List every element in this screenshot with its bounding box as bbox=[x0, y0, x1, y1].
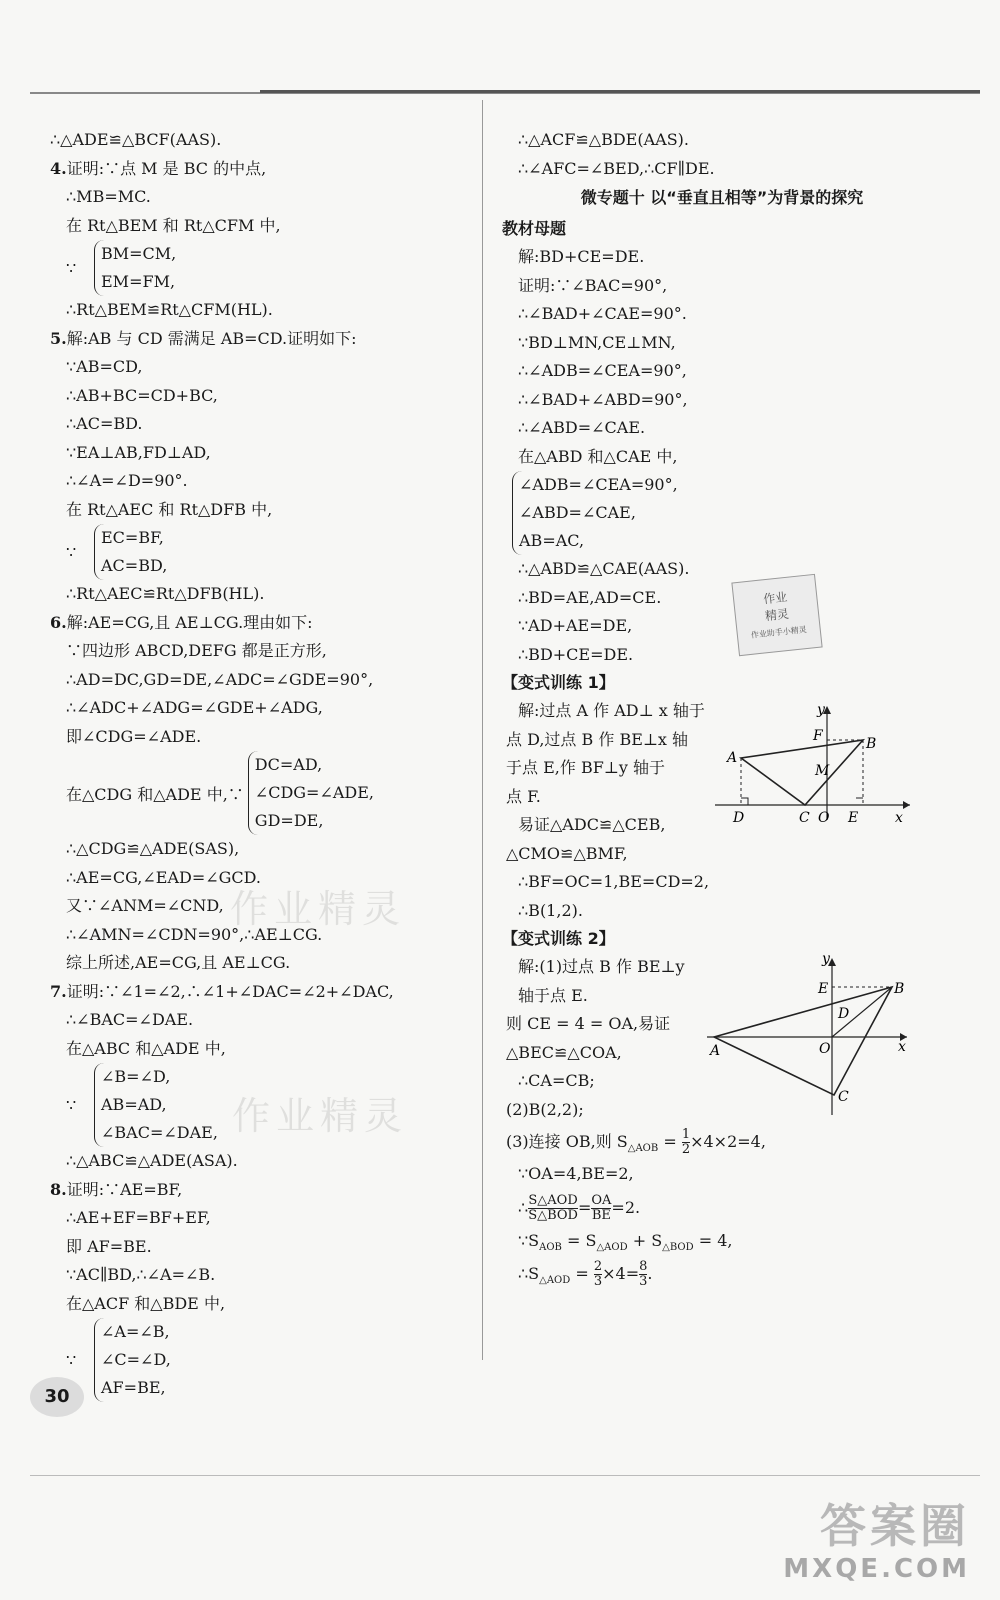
problem-number: 5. bbox=[50, 328, 67, 348]
label-E: E bbox=[848, 810, 859, 826]
text-line: ∵AC∥BD,∴∠A=∠B. bbox=[66, 1265, 216, 1284]
text: = 4, bbox=[693, 1230, 733, 1250]
watermark: 作业精灵 bbox=[230, 887, 407, 931]
text-line: 解:(1)过点 B 作 BE⊥y bbox=[518, 957, 685, 976]
watermark: 作业精灵 bbox=[232, 1094, 409, 1138]
formula-line bbox=[502, 1227, 942, 1256]
triangle-ABC bbox=[714, 987, 892, 1095]
text-line: 证明:∵∠1=∠2,∴∠1+∠DAC=∠2+∠DAC, bbox=[66, 981, 394, 1001]
text: ∴ bbox=[518, 1197, 529, 1217]
label-F: F bbox=[813, 728, 823, 744]
text-line: ∴AC=BD. bbox=[66, 414, 143, 433]
text-line: ∠CDG=∠ADE, bbox=[254, 783, 375, 802]
text-line: ∴△ABD≌△CAE(AAS). bbox=[518, 559, 690, 578]
text-line: ∴Rt△AEC≌Rt△DFB(HL). bbox=[66, 584, 265, 603]
numerator: 1 bbox=[681, 1127, 691, 1142]
text: = bbox=[577, 1197, 592, 1217]
text-line: ∠C=∠D, bbox=[101, 1350, 171, 1369]
fraction bbox=[591, 1194, 611, 1223]
site-logo bbox=[760, 1490, 970, 1590]
brace bbox=[94, 524, 470, 580]
denominator: S△BOD bbox=[528, 1207, 578, 1223]
text-line: 在△CDG 和△ADE 中,∵ bbox=[66, 784, 244, 804]
label-A: A bbox=[710, 1043, 721, 1059]
text-line: ∴AE=CG,∠EAD=∠GCD. bbox=[66, 867, 262, 887]
text-line: ∴CA=CB; bbox=[518, 1071, 595, 1090]
column-divider bbox=[482, 100, 483, 1360]
numerator: 8 bbox=[639, 1259, 648, 1274]
brace-system bbox=[502, 471, 942, 555]
brace bbox=[94, 240, 470, 296]
fraction bbox=[594, 1260, 602, 1289]
text-line: AB=AD, bbox=[101, 1095, 167, 1114]
text-line: 证明:∵点 M 是 BC 的中点, bbox=[66, 158, 267, 178]
text: . bbox=[647, 1264, 653, 1283]
text-line: 点 F. bbox=[506, 786, 541, 806]
text-line: 轴于点 E. bbox=[518, 985, 588, 1005]
subscript: △BOD bbox=[662, 1241, 694, 1253]
text-line: 解:AB 与 CD 需满足 AB=CD.证明如下: bbox=[66, 328, 357, 348]
fraction bbox=[528, 1194, 578, 1223]
because-symbol: ∵ bbox=[66, 542, 77, 562]
text-line: 解:BD+CE=DE. bbox=[518, 247, 645, 266]
brace bbox=[248, 751, 374, 835]
brace bbox=[512, 471, 942, 555]
text-line: ∴△ABC≌△ADE(ASA). bbox=[66, 1151, 238, 1170]
stamp-text: 作业助手小精灵 bbox=[750, 625, 808, 640]
label-D: D bbox=[838, 1006, 850, 1022]
text-line: ∴AE+EF=BF+EF, bbox=[66, 1208, 211, 1227]
stamp bbox=[731, 574, 822, 656]
text-line: ∵四边形 ABCD,DEFG 都是正方形, bbox=[66, 641, 327, 660]
brace-system bbox=[50, 1318, 470, 1402]
text-line: ∴△CDG≌△ADE(SAS), bbox=[66, 839, 240, 858]
text-line: ∴Rt△BEM≌Rt△CFM(HL). bbox=[66, 300, 273, 319]
subscript: △AOD bbox=[539, 1275, 571, 1287]
denominator: 3 bbox=[593, 1274, 603, 1289]
text-line: 证明:∵∠BAC=90°, bbox=[518, 275, 668, 295]
subsection-heading: 【变式训练 2】 bbox=[502, 929, 615, 948]
text-line: AF=BE, bbox=[101, 1378, 166, 1397]
text-line: (2)B(2,2); bbox=[506, 1099, 584, 1119]
numerator: S△AOD bbox=[528, 1192, 578, 1208]
figure-coordinate-1 bbox=[705, 700, 920, 830]
subscript: △AOB bbox=[627, 1143, 659, 1155]
formula-line bbox=[502, 1255, 942, 1293]
text-line: ∴MB=MC. bbox=[66, 187, 151, 206]
text-line: 在 Rt△BEM 和 Rt△CFM 中, bbox=[66, 215, 281, 235]
text-line: 则 CE = 4 = OA,易证 bbox=[506, 1014, 671, 1033]
text-line: ∵EA⊥AB,FD⊥AD, bbox=[66, 442, 211, 462]
text-line: △BEC≌△COA, bbox=[506, 1042, 622, 1062]
text-line: ∴B(1,2). bbox=[518, 900, 583, 920]
text: ∴S bbox=[518, 1264, 540, 1283]
right-angle-D bbox=[741, 798, 748, 805]
text: ×4×2=4, bbox=[690, 1132, 766, 1151]
text-line: ∴∠BAC=∠DAE. bbox=[66, 1010, 194, 1029]
logo-site: MXQE.COM bbox=[783, 1554, 970, 1584]
x-axis-arrow bbox=[903, 801, 910, 809]
text-line: 于点 E,作 BF⊥y 轴于 bbox=[506, 758, 665, 777]
label-B: B bbox=[866, 736, 877, 752]
triangle-ABC bbox=[741, 740, 863, 805]
text-line: BM=CM, bbox=[101, 244, 177, 263]
subsection-heading: 教材母题 bbox=[502, 219, 567, 238]
text: = S bbox=[561, 1230, 597, 1250]
text-line: 在△ABD 和△CAE 中, bbox=[518, 446, 678, 466]
text-line: ∵BD⊥MN,CE⊥MN, bbox=[518, 332, 676, 352]
text-line: ∴∠A=∠D=90°. bbox=[66, 471, 188, 490]
subscript: AOB bbox=[539, 1241, 562, 1253]
text-line: ∵AB=CD, bbox=[66, 357, 143, 376]
text-line: 解:AE=CG,且 AE⊥CG.理由如下: bbox=[66, 612, 313, 632]
formula-line bbox=[502, 1189, 942, 1227]
text-line: DC=AD, bbox=[254, 755, 323, 774]
text-line: ∵OA=4,BE=2, bbox=[518, 1164, 634, 1183]
section-title: 微专题十 以“垂直且相等”为背景的探究 bbox=[580, 188, 864, 207]
text-line: AB=AC, bbox=[519, 531, 585, 550]
text-line: ∴BF=OC=1,BE=CD=2, bbox=[518, 872, 710, 891]
label-B: B bbox=[894, 981, 905, 997]
text-line: ∴AD=DC,GD=DE,∠ADC=∠GDE=90°, bbox=[66, 669, 374, 689]
text-line: EM=FM, bbox=[101, 272, 176, 291]
text-line: ∠ABD=∠CAE, bbox=[519, 503, 636, 522]
text-line: 即 AF=BE. bbox=[66, 1236, 152, 1256]
text-line: 在△ABC 和△ADE 中, bbox=[66, 1038, 226, 1058]
bottom-rule bbox=[30, 1475, 980, 1476]
denominator: 2 bbox=[681, 1142, 691, 1157]
text-line: 在 Rt△AEC 和 Rt△DFB 中, bbox=[66, 499, 273, 519]
denominator: BE bbox=[591, 1207, 611, 1223]
because-symbol: ∵ bbox=[66, 1095, 77, 1115]
text-line: ∴∠AMN=∠CDN=90°,∴AE⊥CG. bbox=[66, 924, 323, 944]
because-symbol: ∵ bbox=[66, 1350, 77, 1370]
text: =2. bbox=[611, 1197, 641, 1217]
text-line: ∴∠ADB=∠CEA=90°, bbox=[518, 361, 687, 380]
text-line: 点 D,过点 B 作 BE⊥x 轴 bbox=[506, 729, 689, 749]
text-line: ∴△ADE≌△BCF(AAS). bbox=[50, 130, 222, 149]
left-column bbox=[50, 126, 470, 1402]
text-line: 即∠CDG=∠ADE. bbox=[66, 726, 202, 746]
subscript: △AOD bbox=[596, 1241, 628, 1253]
text: ×4= bbox=[602, 1264, 640, 1283]
problem-number: 6. bbox=[50, 612, 67, 632]
text-line: ∠B=∠D, bbox=[101, 1067, 171, 1086]
text-line: ∴∠AFC=∠BED,∴CF∥DE. bbox=[518, 158, 715, 178]
label-x: x bbox=[895, 810, 903, 826]
text-line: ∴∠ADC+∠ADG=∠GDE+∠ADG, bbox=[66, 698, 323, 717]
fraction bbox=[682, 1128, 690, 1157]
stamp-text: 作业 bbox=[762, 589, 788, 607]
text-line: ∵AD+AE=DE, bbox=[518, 616, 633, 635]
text-line: AC=BD, bbox=[101, 556, 168, 575]
problem-number: 8. bbox=[50, 1179, 67, 1199]
text-line: ∴∠ABD=∠CAE. bbox=[518, 418, 646, 437]
problem-number: 7. bbox=[50, 981, 67, 1001]
text-line: ∴AB+BC=CD+BC, bbox=[66, 385, 218, 405]
label-A: A bbox=[727, 750, 738, 766]
text-line: △CMO≌△BMF, bbox=[506, 843, 628, 863]
text-line: 综上所述,AE=CG,且 AE⊥CG. bbox=[66, 953, 291, 972]
subsection-heading: 【变式训练 1】 bbox=[502, 673, 615, 692]
because-symbol: ∵ bbox=[66, 258, 77, 278]
text-line: ∴△ACF≌△BDE(AAS). bbox=[518, 130, 689, 149]
logo-text: 答案圈 bbox=[820, 1499, 970, 1553]
numerator: 2 bbox=[593, 1259, 603, 1274]
text: ∵S bbox=[518, 1230, 540, 1250]
label-y: y bbox=[822, 955, 830, 967]
label-O: O bbox=[819, 1041, 831, 1057]
label-M: M bbox=[815, 763, 830, 779]
label-E: E bbox=[818, 981, 829, 997]
label-C: C bbox=[838, 1089, 849, 1105]
text-line: GD=DE, bbox=[254, 811, 324, 830]
label-O: O bbox=[818, 810, 830, 826]
text: = bbox=[658, 1132, 682, 1151]
text-line: ∠BAC=∠DAE, bbox=[101, 1123, 218, 1142]
figure-coordinate-2 bbox=[702, 955, 917, 1120]
page-number: 30 bbox=[30, 1377, 84, 1417]
text-line: 证明:∵AE=BF, bbox=[66, 1179, 183, 1199]
text: + S bbox=[627, 1230, 663, 1250]
brace bbox=[94, 1318, 470, 1402]
text: (3)连接 OB,则 S bbox=[506, 1132, 628, 1151]
text-line: 易证△ADC≌△CEB, bbox=[518, 815, 666, 834]
text-line: ∠A=∠B, bbox=[101, 1322, 170, 1341]
text-line: ∴BD=AE,AD=CE. bbox=[518, 587, 662, 607]
text: = bbox=[570, 1264, 594, 1283]
problem-number: 4. bbox=[50, 158, 67, 178]
brace-system bbox=[50, 751, 470, 835]
brace-system bbox=[50, 240, 470, 296]
label-C: C bbox=[799, 810, 810, 826]
text-line: 又∵∠ANM=∠CND, bbox=[66, 896, 224, 915]
denominator: 3 bbox=[639, 1274, 648, 1289]
label-D: D bbox=[733, 810, 745, 826]
text-line: EC=BF, bbox=[101, 528, 164, 547]
text-line: 解:过点 A 作 AD⊥ x 轴于 bbox=[518, 701, 705, 720]
text-line: ∴BD+CE=DE. bbox=[518, 644, 634, 664]
text-line: ∠ADB=∠CEA=90°, bbox=[519, 475, 678, 494]
text-line: 在△ACF 和△BDE 中, bbox=[66, 1293, 226, 1313]
label-x: x bbox=[898, 1039, 906, 1055]
text-line: ∴∠BAD+∠CAE=90°. bbox=[518, 304, 687, 323]
label-y: y bbox=[817, 702, 825, 718]
text-line: ∴∠BAD+∠ABD=90°, bbox=[518, 389, 688, 409]
top-rule-thick bbox=[260, 90, 980, 93]
stamp-text: 精灵 bbox=[764, 606, 790, 624]
brace-system bbox=[50, 524, 470, 580]
numerator: OA bbox=[591, 1192, 612, 1208]
formula-line bbox=[502, 1124, 942, 1160]
